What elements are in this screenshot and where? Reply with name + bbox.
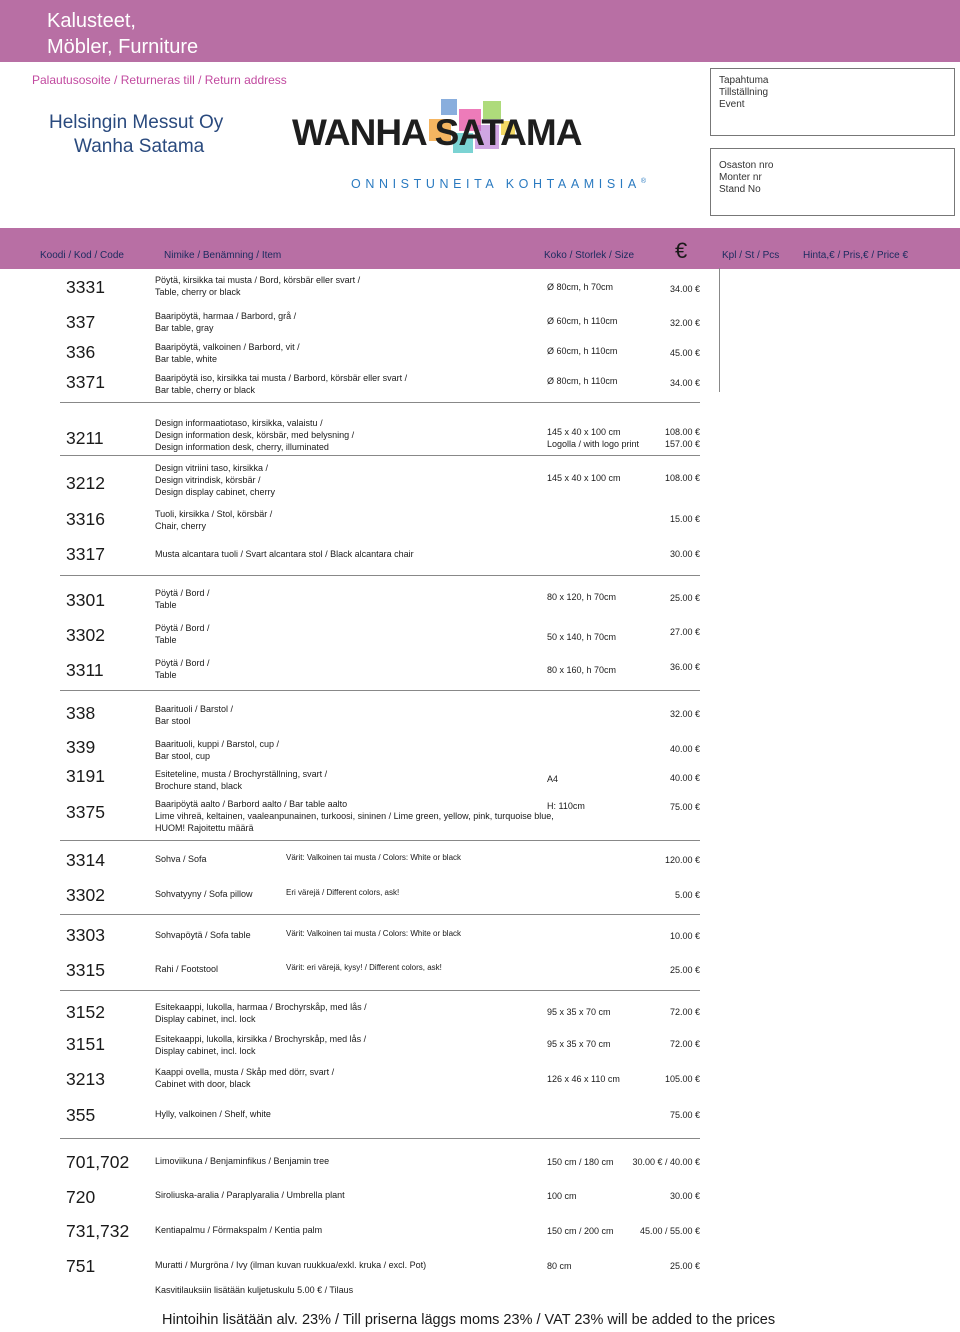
event-field[interactable]	[710, 68, 955, 136]
item-code: 3191	[66, 766, 105, 786]
item-price: 25.00 €	[669, 593, 700, 603]
stand-label-fi: Osaston nro	[719, 160, 774, 171]
item-price: 72.00 €	[669, 1007, 700, 1017]
item-code: 336	[66, 342, 96, 362]
item-size: Ø 80cm, h 70cm	[547, 282, 614, 292]
item-description: Table	[155, 635, 177, 645]
column-header-bar	[0, 228, 960, 269]
item-description: Bar table, white	[155, 354, 218, 364]
item-description: Chair, cherry	[155, 521, 207, 531]
item-description: Design vitrindisk, körsbär /	[155, 475, 261, 485]
item-description: Sohva / Sofa	[155, 854, 207, 864]
item-description: Design vitriini taso, kirsikka /	[155, 463, 269, 473]
item-description: Bar stool	[155, 716, 191, 726]
item-price: 108.00 €	[664, 473, 700, 483]
item-size: 150 cm / 180 cm	[547, 1157, 614, 1167]
item-size: A4	[547, 774, 559, 784]
item-price: 45.00 €	[669, 348, 700, 358]
item-price: 10.00 €	[669, 931, 700, 941]
item-size: 150 cm / 200 cm	[547, 1226, 614, 1236]
item-size: 145 x 40 x 100 cm	[547, 427, 621, 437]
item-size: Ø 60cm, h 110cm	[547, 346, 618, 356]
item-code: 355	[66, 1105, 96, 1125]
item-size: 95 x 35 x 70 cm	[547, 1007, 611, 1017]
item-size: Ø 60cm, h 110cm	[547, 316, 618, 326]
item-description: Design information desk, cherry, illuminated	[155, 442, 329, 452]
item-size: 100 cm	[547, 1191, 577, 1201]
item-price: 15.00 €	[669, 514, 700, 524]
column-item: Nimike / Benämning / Item	[164, 250, 282, 261]
section-divider	[60, 575, 700, 576]
stand-label-en: Stand No	[719, 184, 761, 195]
item-price: 157.00 €	[664, 439, 700, 449]
event-label-fi: Tapahtuma	[719, 75, 769, 86]
item-code: 339	[66, 737, 96, 757]
item-code: 720	[66, 1187, 96, 1207]
item-price: 75.00 €	[669, 1110, 700, 1120]
section-divider	[60, 402, 700, 403]
item-code: 751	[66, 1256, 96, 1276]
item-code: 337	[66, 312, 96, 332]
column-code: Koodi / Kod / Code	[40, 250, 124, 261]
item-code: 3317	[66, 544, 105, 564]
item-description: Bar table, gray	[155, 323, 214, 333]
event-label-en: Event	[719, 99, 745, 110]
item-price: 72.00 €	[669, 1039, 700, 1049]
item-description: Design display cabinet, cherry	[155, 487, 276, 497]
item-description: Tuoli, kirsikka / Stol, körsbär /	[155, 509, 273, 519]
stand-field[interactable]	[710, 148, 955, 216]
item-description: Bar table, cherry or black	[155, 385, 256, 395]
item-description: Sohvatyyny / Sofa pillow	[155, 889, 253, 899]
item-code: 3213	[66, 1069, 105, 1089]
item-description: Pöytä / Bord /	[155, 623, 210, 633]
item-code: 731,732	[66, 1221, 130, 1241]
item-description: Design information desk, körsbär, med belysning /	[155, 430, 355, 440]
item-price: 105.00 €	[664, 1074, 700, 1084]
section-divider	[60, 914, 700, 915]
item-description: Display cabinet, incl. lock	[155, 1046, 256, 1056]
item-description: Muratti / Murgröna / Ivy (ilman kuvan ruukkua/exkl. kruka / excl. Pot)	[155, 1260, 427, 1270]
item-description: HUOM! Rajoitettu määrä	[155, 823, 254, 833]
item-description: Display cabinet, incl. lock	[155, 1014, 256, 1024]
item-description: Bar stool, cup	[155, 751, 211, 761]
item-description: Baarituoli / Barstol /	[155, 704, 234, 714]
item-code: 3316	[66, 509, 105, 529]
item-color-note: Eri värejä / Different colors, ask!	[286, 888, 400, 897]
item-description: Kentiapalmu / Förmakspalm / Kentia palm	[155, 1225, 323, 1235]
item-price: 30.00 € / 40.00 €	[632, 1157, 700, 1167]
item-description: Sohvapöytä / Sofa table	[155, 930, 251, 940]
item-price: 36.00 €	[669, 662, 700, 672]
item-price: 108.00 €	[664, 427, 700, 437]
item-code: 3211	[66, 428, 104, 448]
item-size: 145 x 40 x 100 cm	[547, 473, 621, 483]
item-description: Rahi / Footstool	[155, 964, 219, 974]
item-size: Ø 80cm, h 110cm	[547, 376, 618, 386]
item-price: 27.00 €	[669, 627, 700, 637]
item-size: 126 x 46 x 110 cm	[547, 1074, 620, 1084]
euro-icon: €	[675, 238, 688, 263]
item-color-note: Värit: Valkoinen tai musta / Colors: White or black	[286, 853, 462, 862]
item-size: 80 x 120, h 70cm	[547, 592, 617, 602]
item-color-note: Värit: eri värejä, kysy! / Different colors, ask!	[286, 963, 442, 972]
item-price: 30.00 €	[669, 549, 700, 559]
item-description: Limoviikuna / Benjaminfikus / Benjamin tree	[155, 1156, 330, 1166]
section-divider	[60, 990, 700, 991]
item-price: 5.00 €	[674, 890, 700, 900]
item-description: Musta alcantara tuoli / Svart alcantara stol / Black alcantara chair	[155, 549, 414, 559]
section-divider	[60, 690, 700, 691]
item-description: Esitekaappi, lukolla, kirsikka / Brochyrskåp, med lås /	[155, 1034, 367, 1044]
item-description: Table, cherry or black	[155, 287, 241, 297]
item-code: 338	[66, 703, 96, 723]
item-price: 32.00 €	[669, 318, 700, 328]
section-divider	[60, 455, 700, 456]
item-size: 80 cm	[547, 1261, 572, 1271]
logo-wordmark: WANHA SATAMA	[292, 112, 582, 153]
company-location: Wanha Satama	[74, 136, 205, 157]
item-price: 25.00 €	[669, 965, 700, 975]
page-title-line2: Möbler, Furniture	[47, 36, 199, 58]
column-price: Hinta,€ / Pris,€ / Price €	[803, 250, 909, 261]
item-description: Lime vihreä, keltainen, vaaleanpunainen, turkoosi, sininen / Lime green, yellow, pink, turquoise blue,	[155, 811, 554, 821]
item-description: Esiteteline, musta / Brochyrställning, svart /	[155, 769, 328, 779]
page-title-line1: Kalusteet,	[47, 10, 136, 32]
item-price: 34.00 €	[669, 378, 700, 388]
logo-tagline: ONNISTUNEITA KOHTAAMISIA®	[351, 177, 651, 191]
event-label-sv: Tillställning	[719, 87, 769, 98]
item-price: 34.00 €	[669, 284, 700, 294]
item-code: 3315	[66, 960, 105, 980]
item-code: 3303	[66, 925, 105, 945]
vat-footer: Hintoihin lisätään alv. 23% / Till priserna läggs moms 23% / VAT 23% will be added to the prices	[162, 1312, 776, 1328]
item-description: Esitekaappi, lukolla, harmaa / Brochyrskåp, med lås /	[155, 1002, 367, 1012]
item-description: Pöytä, kirsikka tai musta / Bord, körsbär eller svart /	[155, 275, 361, 285]
section-divider	[60, 1138, 700, 1139]
item-description: Table	[155, 600, 177, 610]
column-qty: Kpl / St / Pcs	[722, 250, 780, 261]
item-size: H: 110cm	[547, 801, 585, 811]
stand-label-sv: Monter nr	[719, 172, 762, 183]
item-size: 95 x 35 x 70 cm	[547, 1039, 611, 1049]
item-size: 80 x 160, h 70cm	[547, 665, 617, 675]
item-code: 3302	[66, 625, 105, 645]
item-price: 25.00 €	[669, 1261, 700, 1271]
item-price: 120.00 €	[664, 855, 700, 865]
plant-delivery-note: Kasvitilauksiin lisätään kuljetuskulu 5.00 € / Tilaus	[155, 1285, 354, 1295]
item-description: Baarituoli, kuppi / Barstol, cup /	[155, 739, 280, 749]
item-price: 75.00 €	[669, 802, 700, 812]
item-description: Cabinet with door, black	[155, 1079, 251, 1089]
item-description: Kaappi ovella, musta / Skåp med dörr, svart /	[155, 1067, 335, 1077]
item-description: Baaripöytä aalto / Barbord aalto / Bar table aalto	[155, 799, 348, 809]
item-code: 3152	[66, 1002, 105, 1022]
item-code: 3302	[66, 885, 105, 905]
item-description: Table	[155, 670, 177, 680]
item-description: Brochure stand, black	[155, 781, 243, 791]
item-code: 3212	[66, 473, 105, 493]
item-price: 32.00 €	[669, 709, 700, 719]
item-description: Design informaatiotaso, kirsikka, valaistu /	[155, 418, 323, 428]
item-description: Hylly, valkoinen / Shelf, white	[155, 1109, 271, 1119]
item-description: Baaripöytä, valkoinen / Barbord, vit /	[155, 342, 300, 352]
return-address-label: Palautusosoite / Returneras till / Return address	[32, 73, 287, 87]
item-price: 40.00 €	[669, 773, 700, 783]
section-divider	[60, 840, 700, 841]
item-description: Siroliuska-aralia / Paraplyaralia / Umbrella plant	[155, 1190, 345, 1200]
company-name: Helsingin Messut Oy	[49, 112, 224, 133]
item-price: 40.00 €	[669, 744, 700, 754]
item-code: 3314	[66, 850, 105, 870]
item-color-note: Värit: Valkoinen tai musta / Colors: White or black	[286, 929, 462, 938]
item-code: 3331	[66, 277, 105, 297]
column-size: Koko / Storlek / Size	[544, 250, 635, 261]
item-code: 3301	[66, 590, 105, 610]
item-description: Baaripöytä iso, kirsikka tai musta / Barbord, körsbär eller svart /	[155, 373, 408, 383]
item-code: 3371	[66, 372, 105, 392]
item-code: 3311	[66, 660, 104, 680]
qty-column-line	[719, 268, 720, 392]
item-code: 3151	[66, 1034, 105, 1054]
item-price: 30.00 €	[669, 1191, 700, 1201]
item-description: Pöytä / Bord /	[155, 658, 210, 668]
item-size: 50 x 140, h 70cm	[547, 632, 617, 642]
item-code: 3375	[66, 802, 105, 822]
item-size: Logolla / with logo print	[547, 439, 640, 449]
item-description: Baaripöytä, harmaa / Barbord, grå /	[155, 311, 297, 321]
item-code: 701,702	[66, 1152, 130, 1172]
item-description: Pöytä / Bord /	[155, 588, 210, 598]
item-price: 45.00 / 55.00 €	[639, 1226, 700, 1236]
